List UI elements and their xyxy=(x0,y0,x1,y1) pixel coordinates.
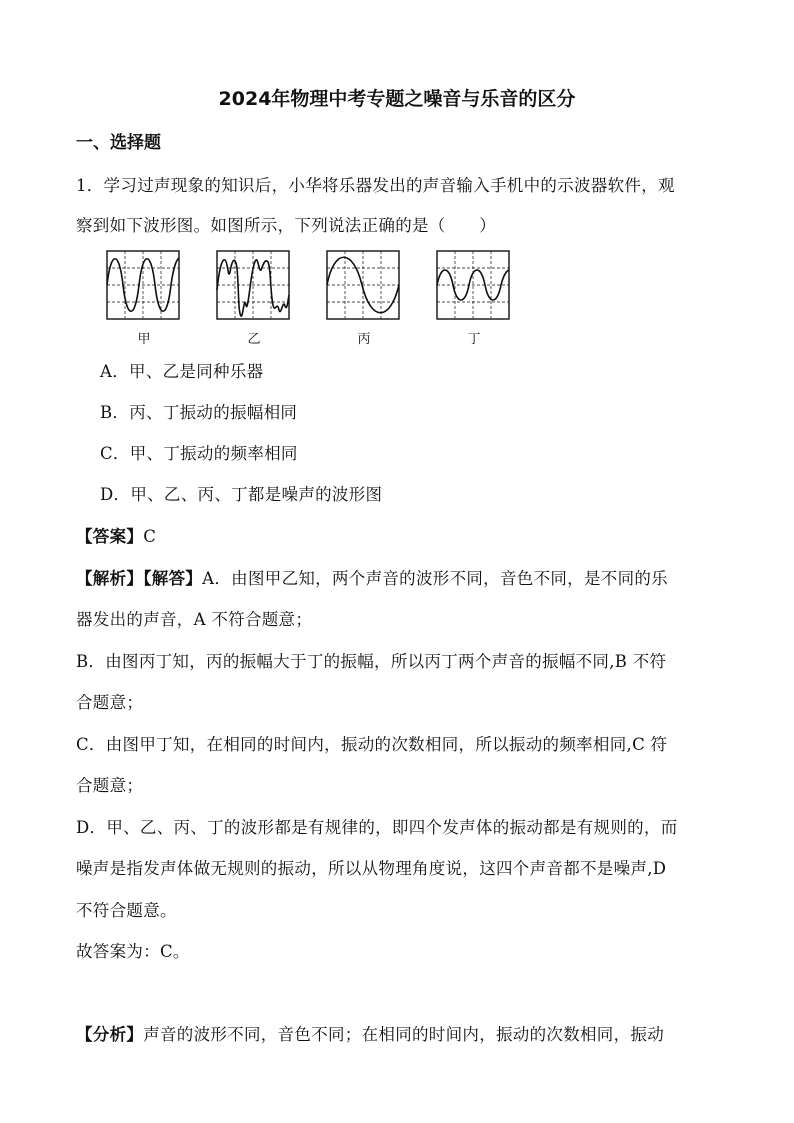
analysis-line-5: C．由图甲丁知，在相同的时间内，振动的次数相同，所以振动的频率相同,C 符 xyxy=(76,735,668,754)
analysis-line-7: D．甲、乙、丙、丁的波形都是有规律的，即四个发声体的振动都是有规则的，而 xyxy=(76,818,678,837)
analysis-line-1 xyxy=(76,565,668,589)
option-b: B．丙、丁振动的振幅相同 xyxy=(100,403,298,422)
figure-label-bing: 丙 xyxy=(357,332,371,347)
analysis-line-4: 合题意； xyxy=(76,693,144,712)
option-d: D．甲、乙、丙、丁都是噪声的波形图 xyxy=(100,485,383,504)
option-c: C．甲、丁振动的频率相同 xyxy=(100,444,298,463)
waveform-ding xyxy=(436,250,512,322)
answer-value: C xyxy=(143,527,157,546)
question-text-line-1: 1．学习过声现象的知识后，小华将乐器发出的声音输入手机中的示波器软件，观 xyxy=(76,176,675,195)
option-a: A．甲、乙是同种乐器 xyxy=(100,362,264,381)
waveform-jia xyxy=(106,250,182,322)
figure-label-ding: 丁 xyxy=(467,332,481,347)
fenxi-text: 声音的波形不同，音色不同；在相同的时间内，振动的次数相同，振动 xyxy=(143,1025,665,1044)
analysis-line-2: 器发出的声音，A 不符合题意； xyxy=(76,610,313,629)
waveform-bing xyxy=(326,250,402,322)
answer-line xyxy=(76,523,156,547)
fenxi-label: 【分析】 xyxy=(76,1025,144,1044)
waveform-figures xyxy=(106,250,526,345)
analysis-label: 【解析】【解答】 xyxy=(76,569,203,588)
analysis-line-6: 合题意； xyxy=(76,776,144,795)
analysis-line-8: 噪声是指发声体做无规则的振动，所以从物理角度说，这四个声音都不是噪声,D xyxy=(76,859,667,878)
analysis-text: A．由图甲乙知，两个声音的波形不同，音色不同，是不同的乐 xyxy=(202,569,668,588)
analysis-line-9: 不符合题意。 xyxy=(76,901,177,920)
figure-label-yi: 乙 xyxy=(247,332,261,347)
waveform-yi xyxy=(216,250,292,322)
fenxi-line xyxy=(76,1021,664,1045)
question-text-line-2: 察到如下波形图。如图所示，下列说法正确的是（ ） xyxy=(76,216,496,235)
section-heading: 一、选择题 xyxy=(76,133,161,153)
figure-label-jia: 甲 xyxy=(137,332,151,347)
answer-label: 【答案】 xyxy=(76,527,144,546)
page-title: 2024年物理中考专题之噪音与乐音的区分 xyxy=(218,88,576,110)
analysis-line-10: 故答案为：C。 xyxy=(76,942,190,961)
analysis-line-3: B．由图丙丁知，丙的振幅大于丁的振幅，所以丙丁两个声音的振幅不同,B 不符 xyxy=(76,652,667,671)
